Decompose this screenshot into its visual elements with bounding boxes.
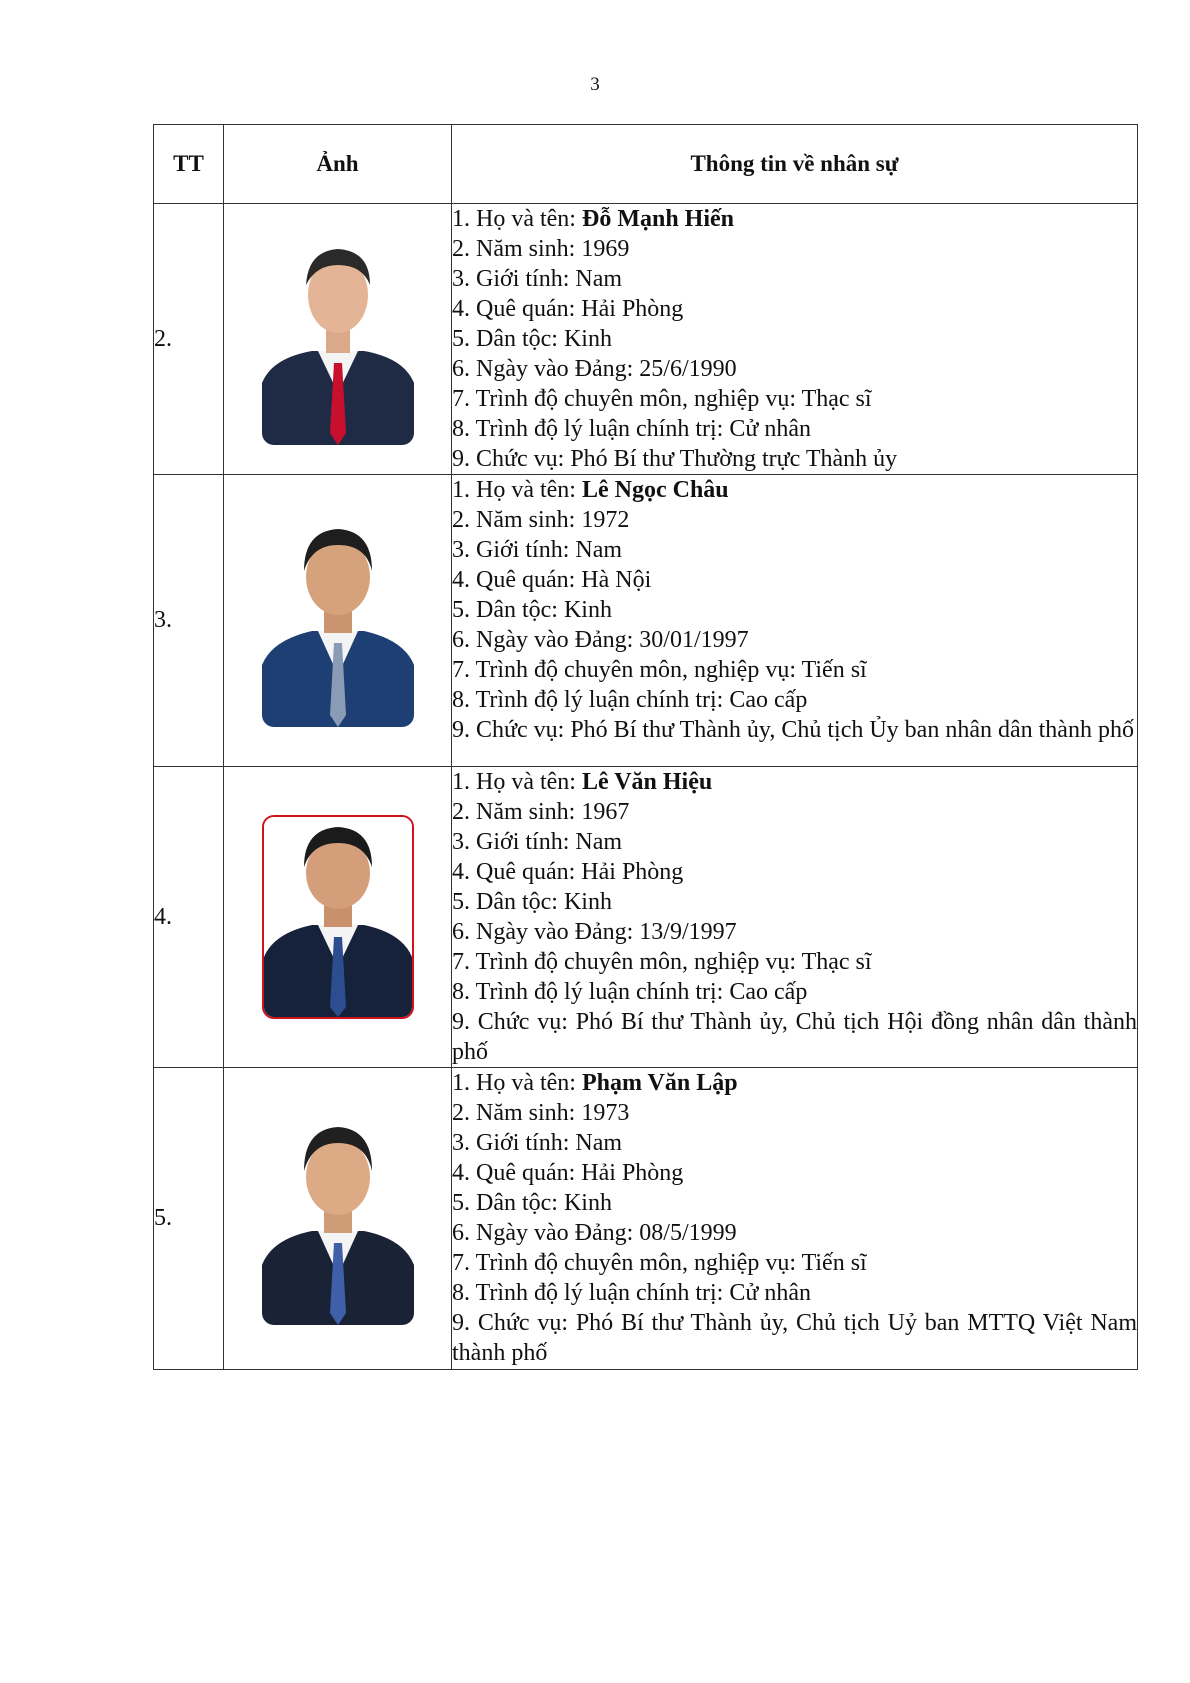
name-label: 1. Họ và tên: [452,769,582,795]
page-number: 3 [590,74,600,95]
portrait-photo [262,233,414,445]
info-line: 2. Năm sinh: 1967 [452,799,630,825]
info-line: 8. Trình độ lý luận chính trị: Cao cấp [452,979,808,1005]
person-name: Đỗ Mạnh Hiến [581,206,734,232]
info-line: 9. Chức vụ: Phó Bí thư Thường trực Thành ủy [452,446,898,472]
info-line: 9. Chức vụ: Phó Bí thư Thành ủy, Chủ tịch Ủy ban nhân dân thành phố [452,717,1134,743]
info-line: 6. Ngày vào Đảng: 08/5/1999 [452,1220,737,1246]
info-line: 5. Dân tộc: Kinh [452,1190,612,1216]
portrait-photo [262,815,414,1019]
info-line: 3. Giới tính: Nam [452,537,623,563]
table-row [154,475,1138,767]
row-number: 4. [154,767,224,1068]
portrait-photo [262,515,414,727]
info-name-line [452,204,1137,234]
info-cell [452,1068,1138,1370]
portrait-image [262,233,414,445]
table-row [154,204,1138,475]
portrait-image [264,817,412,1017]
info-line: 3. Giới tính: Nam [452,1130,623,1156]
info-line: 7. Trình độ chuyên môn, nghiệp vụ: Thạc sĩ [452,386,872,412]
info-line: 5. Dân tộc: Kinh [452,889,612,915]
info-line: 3. Giới tính: Nam [452,829,623,855]
table-row [154,767,1138,1068]
header-tt: TT [154,125,224,204]
info-cell [452,204,1138,475]
info-line: 4. Quê quán: Hà Nội [452,567,652,593]
info-line: 2. Năm sinh: 1973 [452,1100,630,1126]
info-name-line [452,475,1137,505]
portrait-photo [262,1113,414,1325]
name-label: 1. Họ và tên: [452,477,582,503]
name-label: 1. Họ và tên: [452,1070,582,1096]
info-line: 4. Quê quán: Hải Phòng [452,296,684,322]
info-line: 8. Trình độ lý luận chính trị: Cao cấp [452,687,808,713]
info-line: 7. Trình độ chuyên môn, nghiệp vụ: Tiến sĩ [452,657,867,683]
info-line: 4. Quê quán: Hải Phòng [452,1160,684,1186]
info-line: 8. Trình độ lý luận chính trị: Cử nhân [452,416,812,442]
info-line: 6. Ngày vào Đảng: 30/01/1997 [452,627,749,653]
info-line: 8. Trình độ lý luận chính trị: Cử nhân [452,1280,812,1306]
table-row [154,1068,1138,1370]
person-name: Phạm Văn Lập [581,1070,738,1096]
info-line: 3. Giới tính: Nam [452,266,623,292]
row-number: 2. [154,204,224,475]
photo-cell [224,204,452,475]
row-number: 3. [154,475,224,767]
info-line: 2. Năm sinh: 1969 [452,236,630,262]
info-line: 4. Quê quán: Hải Phòng [452,859,684,885]
portrait-image [262,515,414,727]
header-info: Thông tin về nhân sự [452,125,1138,204]
info-line: 5. Dân tộc: Kinh [452,597,612,623]
personnel-table [153,124,1138,1370]
info-line: 2. Năm sinh: 1972 [452,507,630,533]
table-header-row [154,125,1138,204]
name-label: 1. Họ và tên: [452,206,582,232]
info-line: 9. Chức vụ: Phó Bí thư Thành ủy, Chủ tịch Hội đồng nhân dân thành phố [452,1009,1137,1065]
info-line: 5. Dân tộc: Kinh [452,326,612,352]
info-name-line [452,1068,1137,1098]
info-line: 9. Chức vụ: Phó Bí thư Thành ủy, Chủ tịch Uỷ ban MTTQ Việt Nam thành phố [452,1310,1137,1366]
person-name: Lê Ngọc Châu [581,477,729,503]
header-photo: Ảnh [224,125,452,204]
portrait-image [262,1113,414,1325]
info-line: 7. Trình độ chuyên môn, nghiệp vụ: Tiến sĩ [452,1250,867,1276]
info-cell [452,767,1138,1068]
row-number: 5. [154,1068,224,1370]
info-line: 6. Ngày vào Đảng: 25/6/1990 [452,356,737,382]
photo-cell [224,475,452,767]
photo-cell [224,767,452,1068]
info-name-line [452,767,1137,797]
photo-cell [224,1068,452,1370]
info-line: 7. Trình độ chuyên môn, nghiệp vụ: Thạc sĩ [452,949,872,975]
info-cell [452,475,1138,767]
info-line: 6. Ngày vào Đảng: 13/9/1997 [452,919,737,945]
person-name: Lê Văn Hiệu [581,769,713,795]
